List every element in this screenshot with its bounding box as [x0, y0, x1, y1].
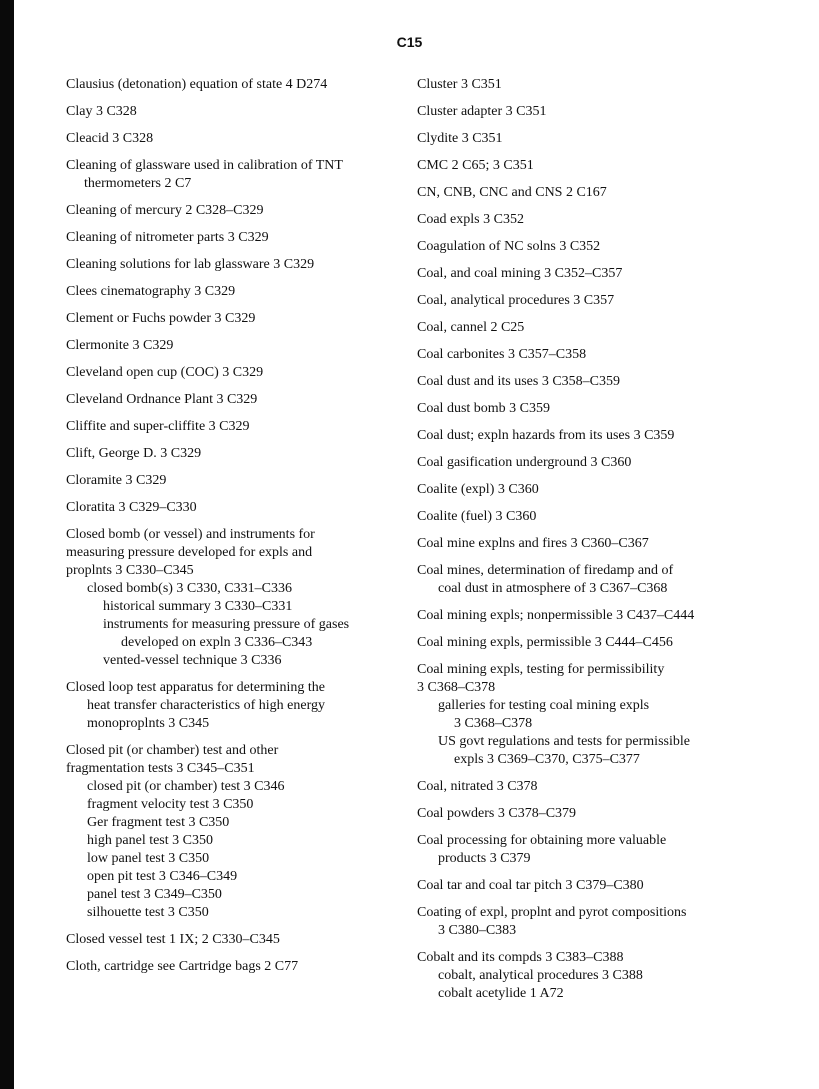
index-column-left [66, 76, 406, 976]
index-entry: 3 C368–C378 [417, 680, 496, 695]
index-entry: Coal mining expls; nonpermissible 3 C437–C444 [417, 608, 695, 623]
index-entry: silhouette test 3 C350 [87, 905, 209, 920]
index-entry: products 3 C379 [438, 851, 531, 866]
index-entry: coal dust in atmosphere of 3 C367–C368 [438, 581, 668, 596]
index-column-right [417, 76, 747, 1003]
index-entry: Cloratita 3 C329–C330 [66, 500, 197, 515]
index-entry: Cleacid 3 C328 [66, 131, 154, 146]
index-entry: Clydite 3 C351 [417, 131, 503, 146]
index-entry: Cleaning of glassware used in calibration of TNT thermometers 2 C7 [66, 158, 343, 191]
index-entry: Closed vessel test 1 IX; 2 C330–C345 [66, 932, 280, 947]
index-entry: Coal powders 3 C378–C379 [417, 806, 577, 821]
index-entry: Coal, nitrated 3 C378 [417, 779, 538, 794]
index-entry: heat transfer characteristics of high energy [87, 698, 326, 713]
index-entry: monoproplnts 3 C345 [87, 716, 210, 731]
index-entry: Closed bomb (or vessel) and instruments for [66, 527, 315, 542]
index-entry: 3 C368–C378 [454, 716, 533, 731]
index-entry: Cluster 3 C351 [417, 77, 502, 92]
index-entry: galleries for testing coal mining expls [438, 698, 650, 713]
index-entry: Coagulation of NC solns 3 C352 [417, 239, 601, 254]
index-entry: Cliffite and super-cliffite 3 C329 [66, 419, 250, 434]
index-entry: Coad expls 3 C352 [417, 212, 524, 227]
index-entry: expls 3 C369–C370, C375–C377 [454, 752, 640, 767]
index-entry: Coal mine explns and fires 3 C360–C367 [417, 536, 649, 551]
index-entry: Coal dust and its uses 3 C358–C359 [417, 374, 621, 389]
index-entry: closed pit (or chamber) test 3 C346 [87, 779, 285, 794]
index-entry: Closed pit (or chamber) test and other [66, 743, 279, 758]
index-entry: fragmentation tests 3 C345–C351 [66, 761, 255, 776]
index-entry: low panel test 3 C350 [87, 851, 210, 866]
scan-edge-bar [0, 0, 14, 1089]
index-entry: Coal carbonites 3 C357–C358 [417, 347, 587, 362]
index-entry: fragment velocity test 3 C350 [87, 797, 254, 812]
index-entry: Clement or Fuchs powder 3 C329 [66, 311, 256, 326]
index-entry: Cleaning of mercury 2 C328–C329 [66, 203, 264, 218]
index-entry: Coating of expl, proplnt and pyrot compositions [417, 905, 687, 920]
index-entry: cobalt acetylide 1 A72 [438, 986, 564, 1001]
index-entry: Cleveland open cup (COC) 3 C329 [66, 365, 264, 380]
index-entry: Cleveland Ordnance Plant 3 C329 [66, 392, 258, 407]
index-entry: historical summary 3 C330–C331 [103, 599, 293, 614]
index-entry: Coal, cannel 2 C25 [417, 320, 525, 335]
index-entry: Coal mining expls, permissible 3 C444–C456 [417, 635, 673, 650]
index-entry: proplnts 3 C330–C345 [66, 563, 194, 578]
index-entry: Clermonite 3 C329 [66, 338, 174, 353]
index-entry: 3 C380–C383 [438, 923, 517, 938]
index-entry: vented-vessel technique 3 C336 [103, 653, 282, 668]
page-number: C15 [396, 34, 423, 50]
index-entry: Clift, George D. 3 C329 [66, 446, 202, 461]
index-entry: open pit test 3 C346–C349 [87, 869, 238, 884]
index-entry: Cleaning of nitrometer parts 3 C329 [66, 230, 269, 245]
index-entry: Coal gasification underground 3 C360 [417, 455, 632, 470]
index-entry: panel test 3 C349–C350 [87, 887, 222, 902]
index-entry: CMC 2 C65; 3 C351 [417, 158, 534, 173]
index-entry: Coal mines, determination of firedamp and of [417, 563, 674, 578]
index-entry: cobalt, analytical procedures 3 C388 [438, 968, 643, 983]
index-entry: Ger fragment test 3 C350 [87, 815, 230, 830]
index-entry: Coal, and coal mining 3 C352–C357 [417, 266, 623, 281]
index-entry: developed on expln 3 C336–C343 [121, 635, 313, 650]
index-entry: Clay 3 C328 [66, 104, 137, 119]
index-entry: Coal processing for obtaining more valuable [417, 833, 667, 848]
index-entry: Coalite (expl) 3 C360 [417, 482, 539, 497]
index-entry: Clausius (detonation) equation of state 4 D274 [66, 77, 328, 92]
index-entry: US govt regulations and tests for permissible [438, 734, 690, 749]
index-entry: Coal dust; expln hazards from its uses 3 C359 [417, 428, 675, 443]
index-entry: Cluster adapter 3 C351 [417, 104, 547, 119]
index-entry: Clees cinematography 3 C329 [66, 284, 236, 299]
index-entry: measuring pressure developed for expls and [66, 545, 313, 560]
index-entry: Coal tar and coal tar pitch 3 C379–C380 [417, 878, 644, 893]
index-entry: Coal dust bomb 3 C359 [417, 401, 551, 416]
index-entry: Cloramite 3 C329 [66, 473, 167, 488]
index-entry: Coalite (fuel) 3 C360 [417, 509, 537, 524]
index-entry: Coal, analytical procedures 3 C357 [417, 293, 615, 308]
index-entry: Closed loop test apparatus for determining the [66, 680, 325, 695]
index-entry: Cloth, cartridge see Cartridge bags 2 C77 [66, 959, 299, 974]
index-entry: Coal mining expls, testing for permissibility [417, 662, 665, 677]
index-entry: Cobalt and its compds 3 C383–C388 [417, 950, 624, 965]
index-entry: Cleaning solutions for lab glassware 3 C329 [66, 257, 315, 272]
index-entry: instruments for measuring pressure of gases [103, 617, 350, 632]
index-entry: CN, CNB, CNC and CNS 2 C167 [417, 185, 607, 200]
index-entry: closed bomb(s) 3 C330, C331–C336 [87, 581, 292, 596]
index-entry: high panel test 3 C350 [87, 833, 213, 848]
